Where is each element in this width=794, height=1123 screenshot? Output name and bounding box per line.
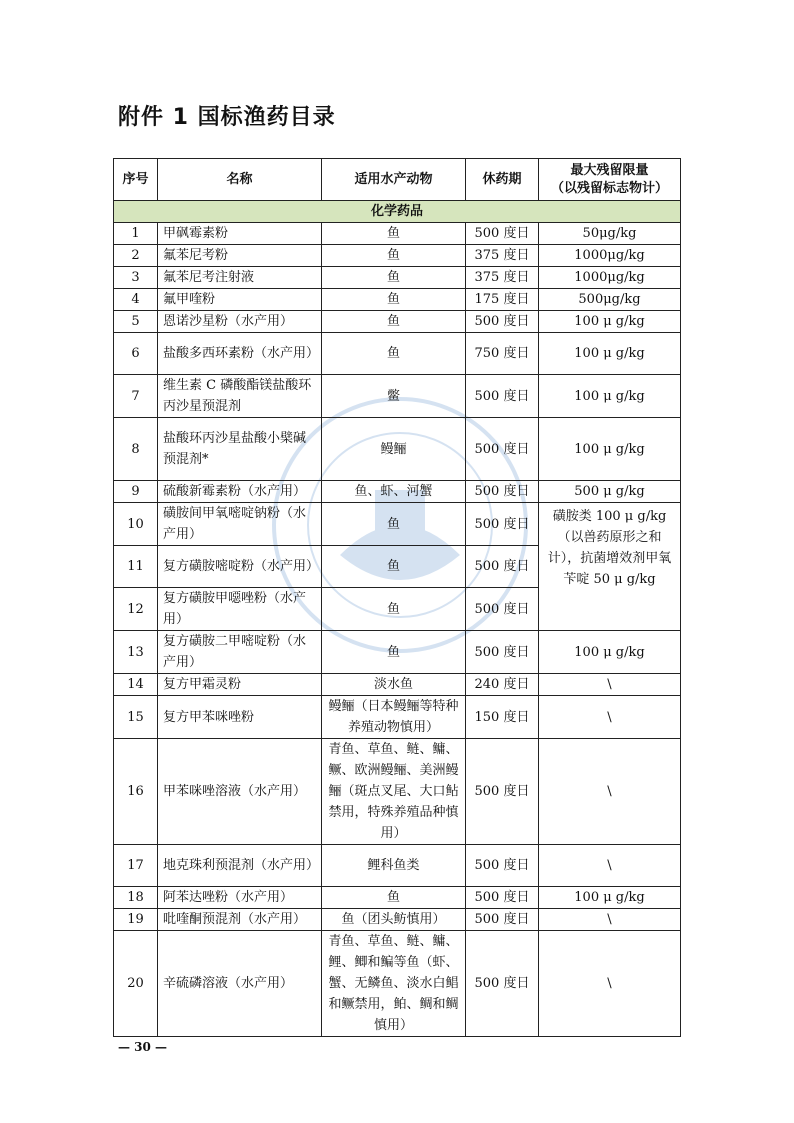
row-number: 9: [114, 481, 158, 503]
category-label: 化学药品: [114, 201, 681, 223]
withdrawal-period: 500 度日: [466, 375, 539, 418]
drug-name: 盐酸多西环素粉（水产用）: [158, 333, 322, 375]
table-row: [114, 931, 681, 1037]
max-residue-limit: 100 μ g/kg: [539, 375, 681, 418]
drug-name: 盐酸环丙沙星盐酸小檗碱预混剂*: [158, 418, 322, 481]
header-withdrawal: 休药期: [466, 159, 539, 201]
max-residue-limit: \: [539, 931, 681, 1037]
page-number: — 30 —: [118, 1040, 168, 1054]
table-row: [114, 696, 681, 739]
table-row: [114, 289, 681, 311]
max-residue-limit: 磺胺类 100 μ g/kg（以兽药原形之和计），抗菌增效剂甲氧苄啶 50 μ g/kg: [539, 503, 681, 631]
max-residue-limit: 50μg/kg: [539, 223, 681, 245]
max-residue-limit: \: [539, 909, 681, 931]
row-number: 8: [114, 418, 158, 481]
withdrawal-period: 500 度日: [466, 845, 539, 887]
table-row: [114, 375, 681, 418]
table-row: [114, 223, 681, 245]
page-title: 附件 1 国标渔药目录: [118, 105, 336, 130]
row-number: 5: [114, 311, 158, 333]
table-row: [114, 333, 681, 375]
withdrawal-period: 500 度日: [466, 311, 539, 333]
applicable-animal: 淡水鱼: [322, 674, 466, 696]
header-no: 序号: [114, 159, 158, 201]
row-number: 18: [114, 887, 158, 909]
row-number: 20: [114, 931, 158, 1037]
row-number: 7: [114, 375, 158, 418]
drug-name: 恩诺沙星粉（水产用）: [158, 311, 322, 333]
applicable-animal: 鱼: [322, 223, 466, 245]
table-row: [114, 845, 681, 887]
applicable-animal: 鱼: [322, 887, 466, 909]
table-row: [114, 674, 681, 696]
withdrawal-period: 240 度日: [466, 674, 539, 696]
row-number: 19: [114, 909, 158, 931]
max-residue-limit: 100 μ g/kg: [539, 631, 681, 674]
withdrawal-period: 500 度日: [466, 418, 539, 481]
withdrawal-period: 175 度日: [466, 289, 539, 311]
row-number: 2: [114, 245, 158, 267]
drug-name: 磺胺间甲氧嘧啶钠粉（水产用）: [158, 503, 322, 546]
drug-name: 复方磺胺嘧啶粉（水产用）: [158, 546, 322, 588]
max-residue-limit: \: [539, 674, 681, 696]
applicable-animal: 青鱼、草鱼、鲢、鳙、鳜、欧洲鳗鲡、美洲鳗鲡（斑点叉尾、大口鲇禁用，特殊养殖品种慎用）: [322, 739, 466, 845]
max-residue-limit: 100 μ g/kg: [539, 333, 681, 375]
max-residue-limit: 500μg/kg: [539, 289, 681, 311]
applicable-animal: 鲤科鱼类: [322, 845, 466, 887]
row-number: 13: [114, 631, 158, 674]
applicable-animal: 鱼: [322, 588, 466, 631]
applicable-animal: 鱼: [322, 503, 466, 546]
applicable-animal: 鱼: [322, 333, 466, 375]
table-row: [114, 245, 681, 267]
withdrawal-period: 150 度日: [466, 696, 539, 739]
drug-name: 甲苯咪唑溶液（水产用）: [158, 739, 322, 845]
applicable-animal: 鱼: [322, 245, 466, 267]
row-number: 3: [114, 267, 158, 289]
applicable-animal: 鱼: [322, 546, 466, 588]
fishery-drug-table: [113, 158, 681, 1037]
row-number: 11: [114, 546, 158, 588]
withdrawal-period: 500 度日: [466, 503, 539, 546]
withdrawal-period: 500 度日: [466, 909, 539, 931]
drug-name: 甲砜霉素粉: [158, 223, 322, 245]
table-row: [114, 418, 681, 481]
applicable-animal: 鳗鲡: [322, 418, 466, 481]
applicable-animal: 鱼: [322, 311, 466, 333]
drug-name: 辛硫磷溶液（水产用）: [158, 931, 322, 1037]
max-residue-limit: \: [539, 696, 681, 739]
applicable-animal: 鱼（团头鲂慎用）: [322, 909, 466, 931]
table-row: [114, 481, 681, 503]
drug-name: 地克珠利预混剂（水产用）: [158, 845, 322, 887]
max-residue-limit: 500 μ g/kg: [539, 481, 681, 503]
max-residue-limit: 100 μ g/kg: [539, 311, 681, 333]
row-number: 12: [114, 588, 158, 631]
max-residue-limit: \: [539, 845, 681, 887]
table-row: [114, 503, 681, 546]
applicable-animal: 青鱼、草鱼、鲢、鳙、鲤、鲫和鳊等鱼（虾、蟹、无鳞鱼、淡水白鲳和鳜禁用，鲌、鲷和鲷慎用）: [322, 931, 466, 1037]
applicable-animal: 鳖: [322, 375, 466, 418]
withdrawal-period: 500 度日: [466, 739, 539, 845]
drug-name: 复方甲霜灵粉: [158, 674, 322, 696]
drug-name: 复方磺胺甲噁唑粉（水产用）: [158, 588, 322, 631]
withdrawal-period: 375 度日: [466, 267, 539, 289]
drug-name: 氟苯尼考粉: [158, 245, 322, 267]
drug-name: 阿苯达唑粉（水产用）: [158, 887, 322, 909]
max-residue-limit: 1000μg/kg: [539, 245, 681, 267]
max-residue-limit: 1000μg/kg: [539, 267, 681, 289]
table-row: [114, 631, 681, 674]
withdrawal-period: 500 度日: [466, 588, 539, 631]
drug-name: 复方磺胺二甲嘧啶粉（水产用）: [158, 631, 322, 674]
row-number: 17: [114, 845, 158, 887]
withdrawal-period: 500 度日: [466, 481, 539, 503]
drug-name: 硫酸新霉素粉（水产用）: [158, 481, 322, 503]
row-number: 4: [114, 289, 158, 311]
drug-name: 维生素 C 磷酸酯镁盐酸环丙沙星预混剂: [158, 375, 322, 418]
row-number: 1: [114, 223, 158, 245]
withdrawal-period: 500 度日: [466, 887, 539, 909]
applicable-animal: 鱼: [322, 631, 466, 674]
table-row: [114, 909, 681, 931]
applicable-animal: 鱼、虾、河蟹: [322, 481, 466, 503]
applicable-animal: 鱼: [322, 267, 466, 289]
table-row: [114, 887, 681, 909]
row-number: 15: [114, 696, 158, 739]
drug-name: 复方甲苯咪唑粉: [158, 696, 322, 739]
max-residue-limit: \: [539, 739, 681, 845]
drug-name: 氟甲喹粉: [158, 289, 322, 311]
max-residue-limit: 100 μ g/kg: [539, 887, 681, 909]
table-row: [114, 739, 681, 845]
row-number: 14: [114, 674, 158, 696]
header-name: 名称: [158, 159, 322, 201]
withdrawal-period: 500 度日: [466, 631, 539, 674]
table-row: [114, 311, 681, 333]
drug-name: 氟苯尼考注射液: [158, 267, 322, 289]
withdrawal-period: 500 度日: [466, 546, 539, 588]
row-number: 10: [114, 503, 158, 546]
applicable-animal: 鱼: [322, 289, 466, 311]
header-animal: 适用水产动物: [322, 159, 466, 201]
max-residue-limit: 100 μ g/kg: [539, 418, 681, 481]
withdrawal-period: 375 度日: [466, 245, 539, 267]
drug-name: 吡喹酮预混剂（水产用）: [158, 909, 322, 931]
row-number: 16: [114, 739, 158, 845]
withdrawal-period: 750 度日: [466, 333, 539, 375]
header-mrl: 最大残留限量 （以残留标志物计）: [539, 159, 681, 201]
applicable-animal: 鳗鲡（日本鳗鲡等特种养殖动物慎用）: [322, 696, 466, 739]
withdrawal-period: 500 度日: [466, 223, 539, 245]
row-number: 6: [114, 333, 158, 375]
withdrawal-period: 500 度日: [466, 931, 539, 1037]
table-row: [114, 267, 681, 289]
